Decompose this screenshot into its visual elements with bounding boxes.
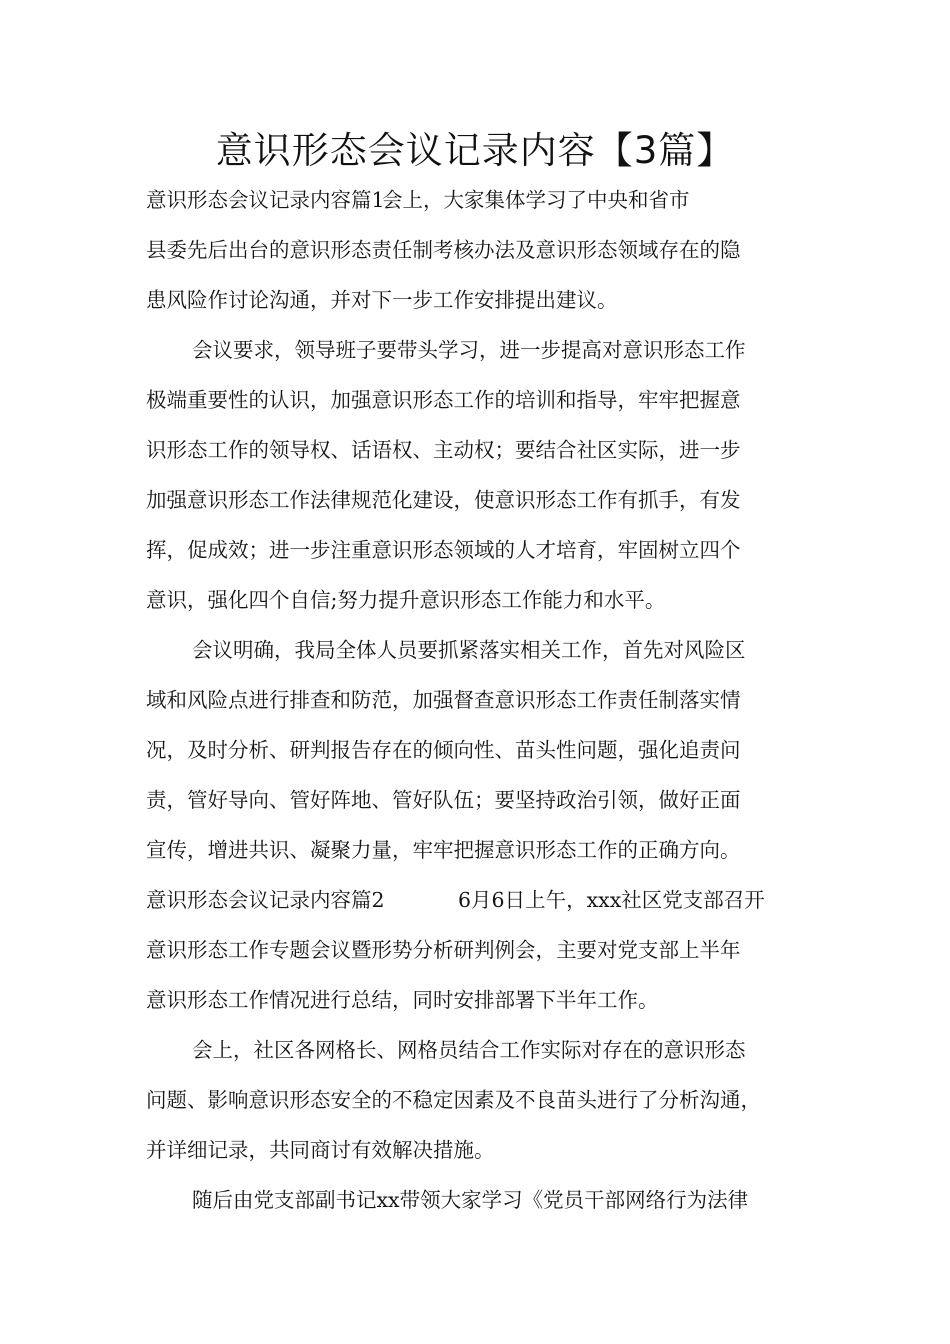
text-line: 极端重要性的认识，加强意识形态工作的培训和指导，牢牢把握意	[146, 388, 741, 412]
text-line: 意识形态工作专题会议暨形势分析研判例会，主要对党支部上半年	[146, 938, 741, 962]
text-line: 加强意识形态工作法律规范化建设，使意识形态工作有抓手，有发	[146, 488, 741, 512]
text-line: 识形态工作的领导权、话语权、主动权；要结合社区实际，进一步	[146, 438, 741, 462]
text-line: 域和风险点进行排查和防范，加强督查意识形态工作责任制落实情	[146, 688, 741, 712]
paragraph-first-line: 会议要求，领导班子要带头学习，进一步提高对意识形态工作	[192, 338, 746, 362]
text-line	[146, 175, 816, 225]
document-title: 意识形态会议记录内容【3篇】	[215, 129, 735, 172]
line-text: 会上，大家集体学习了中央和省市	[382, 188, 690, 212]
section-heading: 意识形态会议记录内容篇2	[146, 888, 385, 912]
line-text: 6月6日上午，xxx社区党支部召开	[458, 888, 765, 912]
text-line	[146, 875, 816, 925]
text-line: 意识，强化四个自信;努力提升意识形态工作能力和水平。	[146, 588, 666, 612]
text-line: 县委先后出台的意识形态责任制考核办法及意识形态领域存在的隐	[146, 238, 741, 262]
paragraph-first-line: 会上，社区各网格长、网格员结合工作实际对存在的意识形态	[192, 1038, 746, 1062]
text-line: 挥，促成效；进一步注重意识形态领域的人才培育，牢固树立四个	[146, 538, 741, 562]
text-line: 况，及时分析、研判报告存在的倾向性、苗头性问题，强化追责问	[146, 738, 741, 762]
paragraph-first-line: 随后由党支部副书记xx带领大家学习《党员干部网络行为法律	[192, 1188, 749, 1212]
text-line: 并详细记录，共同商讨有效解决措施。	[146, 1138, 495, 1162]
section-heading: 意识形态会议记录内容篇1	[146, 188, 385, 212]
paragraph-first-line: 会议明确，我局全体人员要抓紧落实相关工作，首先对风险区	[192, 638, 746, 662]
text-line: 患风险作讨论沟通，并对下一步工作安排提出建议。	[146, 288, 618, 312]
text-line: 意识形态工作情况进行总结，同时安排部署下半年工作。	[146, 988, 659, 1012]
text-line: 问题、影响意识形态安全的不稳定因素及不良苗头进行了分析沟通，	[146, 1088, 761, 1112]
text-line: 宣传，增进共识、凝聚力量，牢牢把握意识形态工作的正确方向。	[146, 838, 741, 862]
text-line: 责，管好导向、管好阵地、管好队伍；要坚持政治引领，做好正面	[146, 788, 741, 812]
